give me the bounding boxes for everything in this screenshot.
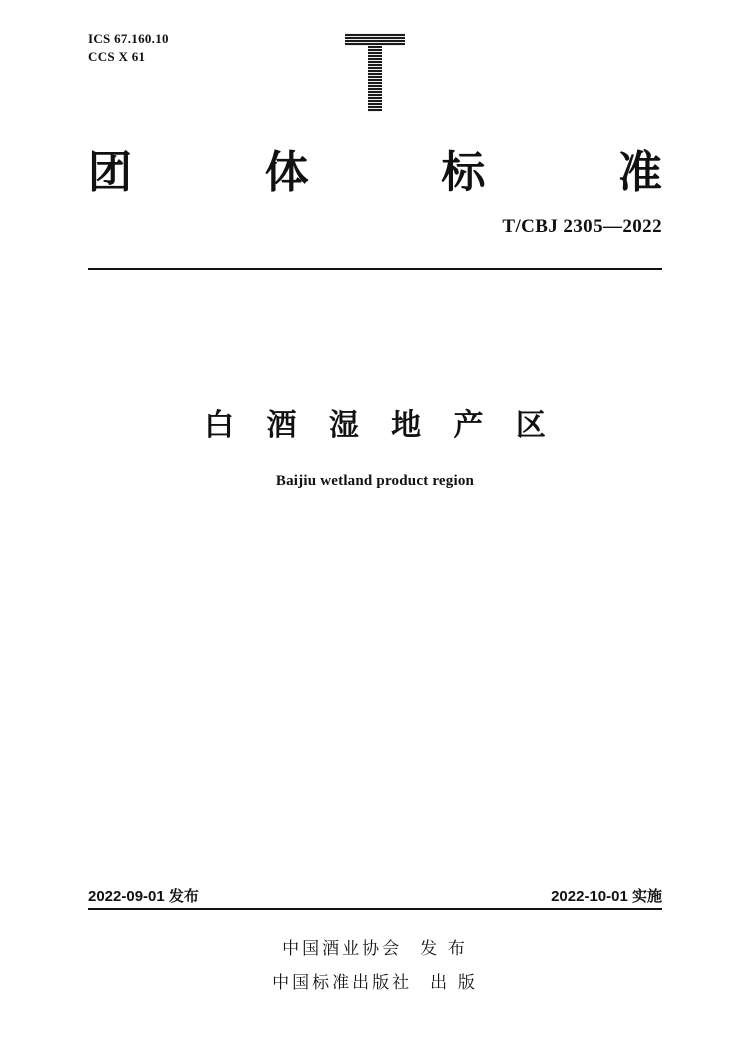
- page-title-char-1: 团: [88, 148, 132, 197]
- page-title-char-2: 体: [264, 148, 309, 197]
- issuer-action: 发 布: [420, 939, 468, 958]
- ccs-code: CCS X 61: [88, 48, 146, 64]
- page-title: [88, 136, 662, 200]
- ics-code: ICS 67.160.10: [88, 31, 169, 46]
- subject-title-english: Baijiu wetland product region: [275, 473, 475, 489]
- implementation-date: 2022-10-01 实施: [551, 888, 662, 905]
- page-title-char-4: 准: [617, 148, 662, 197]
- press-organization: 中国标准出版社: [272, 973, 413, 992]
- dates-row: [88, 885, 662, 906]
- header-divider: [88, 268, 662, 270]
- issuer-line: [0, 932, 750, 966]
- t-mark-stem: [368, 33, 382, 112]
- issuer-organization: 中国酒业协会: [282, 939, 403, 958]
- page-title-char-3: 标: [441, 148, 486, 197]
- t-mark-icon: [340, 24, 410, 114]
- subject-title-chinese: 白 酒 湿 地 产 区: [204, 409, 558, 442]
- t-mark-logo-container: [0, 24, 750, 114]
- t-mark-left-notch: [345, 46, 368, 112]
- issue-date: 2022-09-01 发布: [88, 888, 199, 905]
- t-mark-right-notch: [382, 46, 405, 112]
- press-action: 出 版: [430, 973, 478, 992]
- press-line: [0, 966, 750, 1000]
- footer-divider: [88, 908, 662, 910]
- standard-number: T/CBJ 2305—2022: [502, 216, 662, 237]
- publisher-block: [0, 932, 750, 1000]
